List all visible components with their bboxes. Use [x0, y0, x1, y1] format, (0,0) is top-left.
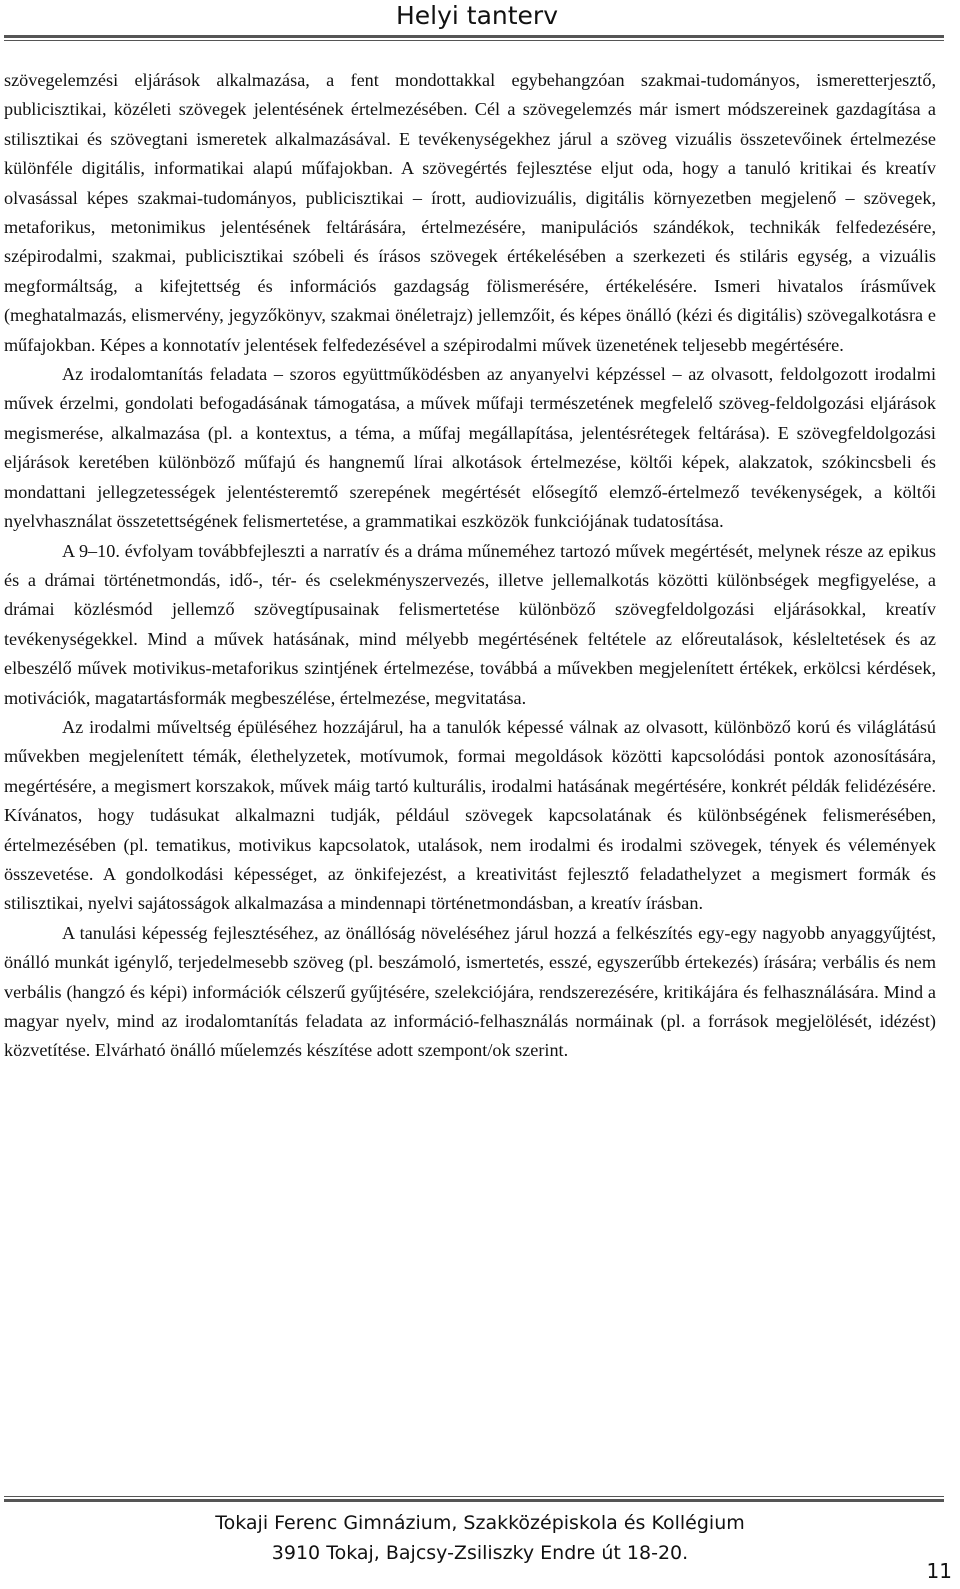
footer-rule-thick: [4, 1499, 944, 1502]
paragraph-5: A tanulási képesség fejlesztéséhez, az önállóság növeléséhez járul hozzá a felkészítés egy-egy nagyobb anyaggyűjtést, önálló munkát igénylő, terjedelmesebb szöveg (pl. beszámoló, ismertetés, esszé, egyszerűbb értekezés) írására; verbális és nem verbális (hangzó és képi) információk célszerű gyűjtésére, szelekciójára, rendszerezésére, kritikájára és felhasználására. Mind a magyar nyelv, mind az irodalomtanítás feladata az információ-felhasználás normáinak (pl. a források megjelölését, idézést) közvetítése. Elvárható önálló műelemzés készítése adott szempont/ok szerint.: [4, 922, 936, 1061]
header-rule-thin: [4, 40, 944, 41]
page-number: 11: [926, 1559, 952, 1583]
header-rule-thick: [4, 35, 944, 38]
paragraph-2: Az irodalomtanítás feladata – szoros együttműködésben az anyanyelvi képzéssel – az olvasott, feldolgozott irodalmi művek érzelmi, gondolati befogadásának támogatása, a művek műfaji természetének megfelelő szöveg-feldolgozási eljárások megismerése, alkalmazása (pl. a kontextus, a téma, a műfaj megállapítása, jelentésrétegek feltárása). E szövegfeldolgozási eljárások keretében különböző műfajú és hangnemű lírai alkotások értelmezése, költői képek, alakzatok, szókincsbeli és mondattani jellegzetességek jelentésteremtő szerepének megértését elősegítő elemző-értelmező tevékenységek, a költői nyelvhasználat összetettségének felismertetése, a grammatikai eszközök funkciójának tudatosítása.: [4, 364, 936, 532]
footer-address: 3910 Tokaj, Bajcsy-Zsiliszky Endre út 18-20.: [271, 1542, 689, 1564]
paragraph-3: A 9–10. évfolyam továbbfejleszti a narratív és a dráma műneméhez tartozó művek megértését, melynek része az epikus és a drámai történetmondás, idő-, tér- és cselekményszervezés, illetve jellemalkotás közötti különbségek megfigyelése, a drámai közlésmód jellemző szövegtípusainak felismertetése különböző szövegfeldolgozási eljárásokkal, kreatív tevékenységekkel. Mind a művek hatásának, mind mélyebb megértésének feltétele az előreutalások, késleltetések és az elbeszélő művek motivikus-metaforikus szintjének értelmezése, továbbá a művekben megjelenített értékek, erkölcsi kérdések, motivációk, magatartásformák megbeszélése, értelmezése, megvitatása.: [4, 540, 936, 708]
paragraph-1: szövegelemzési eljárások alkalmazása, a fent mondottakkal egybehangzóan szakmai-tudományos, ismeretterjesztő, publicisztikai, közéleti szövegek jelentésének értelmezésében. Cél a szövegelemzés már ismert módszereinek gazdagítása a stilisztikai és szövegtani ismeretek alkalmazásával. E tevékenységekhez járul a szöveg vizuális összetevőinek értelmezése különféle digitális, informatikai alapú műfajokban. A szövegértés fejlesztése eljut oda, hogy a tanuló kritikai és kreatív olvasással képes szakmai-tudományos, publicisztikai – írott, audiovizuális, digitális környezetben megjelenő – szövegek, metaforikus, metonimikus jelentésének feltárására, értelmezésére, manipulációs szándékok, technikák felfedezésére, szépirodalmi, szakmai, publicisztikai szóbeli és írásos szövegek értékelésében a szerkezeti és stiláris egység, a vizuális megformáltság, a kifejtettség és információs gazdagság fölismerésére, értékelésére. Ismeri hivatalos írásművek (meghatalmazás, elismervény, jegyzőkönyv, szakmai önéletrajz) jellemzőit, és képes önálló (kézi és digitális) szövegalkotásra e műfajokban. Képes a konnotatív jelentések felfedezésével a szépirodalmi művek üzenetének teljesebb megértésére.: [4, 70, 936, 355]
document-body: [4, 66, 936, 1066]
page-header-title: Helyi tanterv: [395, 1, 558, 30]
paragraph-4: Az irodalmi műveltség épüléséhez hozzájárul, ha a tanulók képessé válnak az olvasott, különböző korú és világlátású művekben megjelenített témák, élethelyzetek, motívumok, formai megoldások közötti kapcsolódási pontok azonosítására, megértésére, a megismert korszakok, művek máig tartó kulturális, irodalmi hatásának megértésére, konkrét példák felidézésére. Kívánatos, hogy tudásukat alkalmazni tudják, például szövegek kapcsolatának és különbségének felismerésében, értelmezésében (pl. tematikus, motivikus kapcsolatok, utalások, nem irodalmi és irodalmi szövegek, tények és vélemények összevetése. A gondolkodási képességet, az önkifejezést, a kreativitást fejlesztő feladathelyzet a megismert formák és stilisztikai, nyelvi sajátosságok alkalmazása a mindennapi történetmondásban, a kreatív írásban.: [4, 716, 936, 914]
footer-rule-thin: [4, 1496, 944, 1497]
footer-school-name: Tokaji Ferenc Gimnázium, Szakközépiskola és Kollégium: [215, 1512, 745, 1534]
